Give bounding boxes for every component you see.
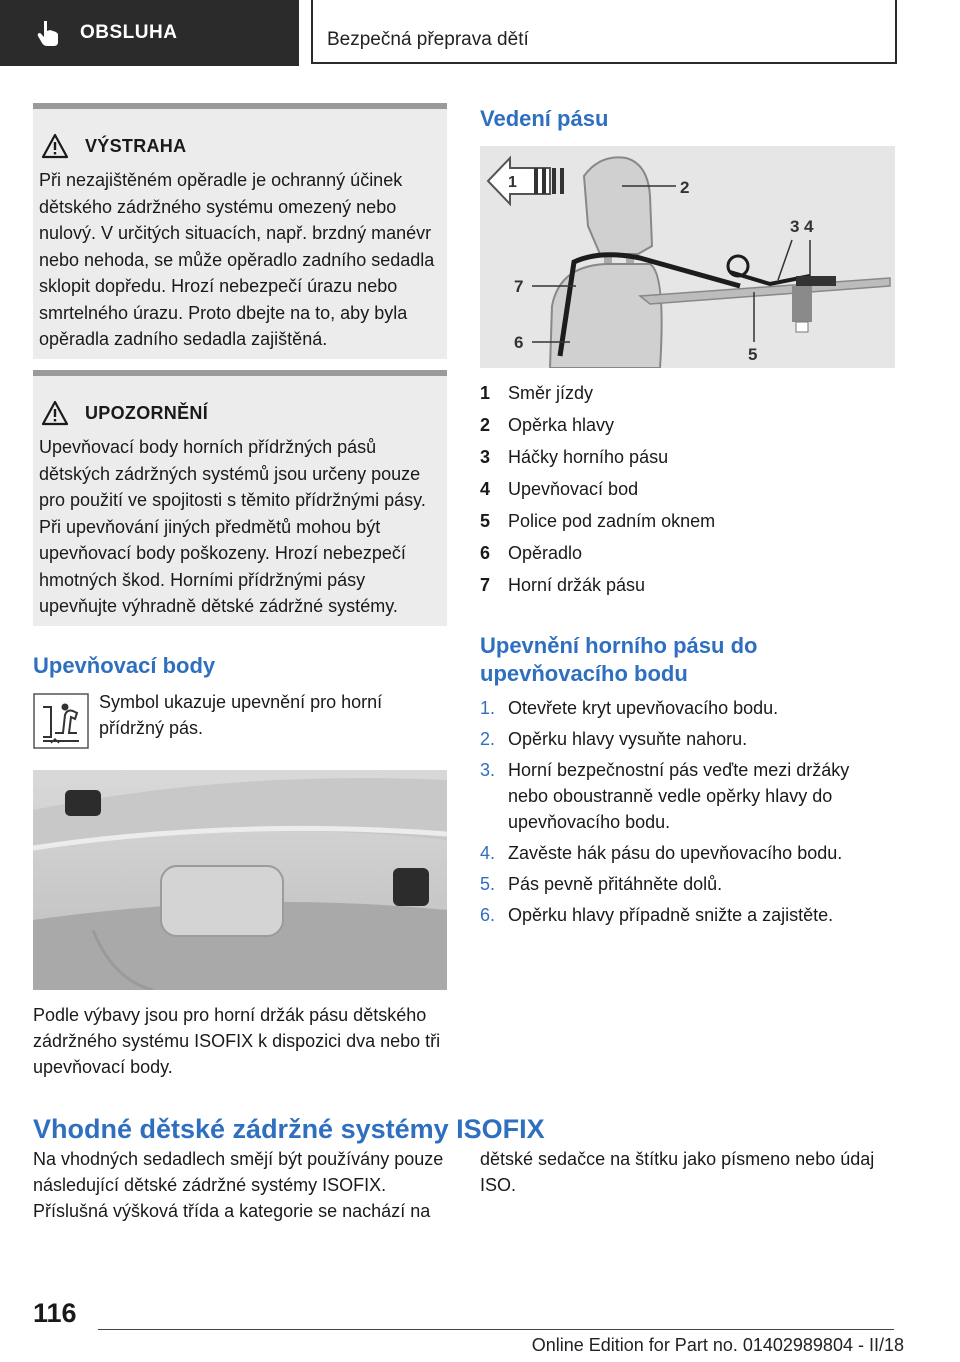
- svg-text:3: 3: [790, 217, 800, 236]
- routing-heading: Vedení pásu: [480, 106, 609, 131]
- svg-text:5: 5: [748, 345, 758, 364]
- legend-item: 1 Směr jízdy: [480, 382, 594, 403]
- routing-legend: [480, 377, 900, 601]
- anchors-symbol-text: Symbol ukazuje upevnění pro horní přídržný pás.: [99, 692, 383, 738]
- warning-title: VÝSTRAHA: [85, 135, 187, 156]
- svg-text:4: 4: [804, 217, 814, 236]
- legend-item: 3 Háčky horního pásu: [480, 446, 669, 467]
- svg-text:1: 1: [508, 174, 517, 191]
- page-number: 116: [33, 1298, 77, 1328]
- legend-item: 6 Opěradlo: [480, 542, 583, 563]
- anchors-heading: Upevňovací body: [33, 653, 216, 678]
- step-item: 2. Opěrku hlavy vysuňte nahoru.: [480, 729, 748, 749]
- legend-item: 2 Opěrka hlavy: [480, 414, 615, 435]
- svg-text:6: 6: [514, 333, 524, 352]
- legend-item: 7 Horní držák pásu: [480, 574, 646, 595]
- anchor-points-photo: [33, 770, 447, 990]
- step-item: 6. Opěrku hlavy případně snižte a zajistěte.: [480, 905, 834, 925]
- anchors-caption: Podle výbavy jsou pro horní držák pásu dětského zádržného systému ISOFIX k dispozici dva nebo tři upevňovací body.: [33, 1005, 441, 1077]
- step-item: 4. Zavěste hák pásu do upevňovacího bodu.: [480, 843, 843, 863]
- section-tab: [0, 0, 299, 66]
- section-label: OBSLUHA: [80, 22, 178, 43]
- step-item: 1. Otevřete kryt upevňovacího bodu.: [480, 698, 779, 718]
- belt-routing-diagram: [480, 146, 895, 368]
- footer-edition: Online Edition for Part no. 01402989804 - II/18: [531, 1335, 904, 1355]
- chapter-tab: [311, 0, 897, 64]
- chapter-title: Bezpečná přeprava dětí: [327, 29, 529, 50]
- warning-box: [33, 103, 447, 359]
- warning-icon: [41, 133, 69, 159]
- hand-pointer-icon: [34, 18, 64, 48]
- notice-title: UPOZORNĚNÍ: [85, 402, 209, 423]
- caution-icon: [41, 400, 69, 426]
- footer-divider: [98, 1329, 894, 1330]
- isofix-heading: Vhodné dětské zádržné systémy ISOFIX: [33, 1114, 545, 1144]
- svg-text:7: 7: [514, 277, 524, 296]
- step-item: 5. Pás pevně přitáhněte dolů.: [480, 874, 723, 894]
- isofix-text-col2: dětské sedačce na štítku jako písmeno nebo údaj ISO.: [480, 1149, 875, 1195]
- svg-text:2: 2: [680, 178, 690, 197]
- notice-text: Upevňovací body horních přídržných pásů dětských zádržných systémů jsou určeny pouze pro použití ve spojitosti s těmito přídržnými pásy. Při upevňování jiných předmětů mohou být upevňovací body poškozeny. Hrozí nebezpečí hmotných škod. Horními přídržnými pásy upevňujte výhradně dětské zádržné systémy.: [39, 437, 426, 616]
- mounting-steps: [480, 695, 900, 933]
- isofix-text-col1: Na vhodných sedadlech smějí být používány pouze následující dětské zádržné systémy ISOFIX. Příslušná výšková třída a kategorie se nachází na: [33, 1149, 444, 1221]
- legend-item: 4 Upevňovací bod: [480, 478, 639, 499]
- warning-text: Při nezajištěném opěradle je ochranný účinek dětského zádržného systému omezený nebo nulový. V určitých situacích, např. brzdný manévr nebo nehoda, se může opěradlo zadního sedadla sklopit dopředu. Hrozí nebezpečí úrazu nebo smrtelného úrazu. Proto dbejte na to, aby byla opěradla zadního sedadla zajištěná.: [39, 170, 435, 349]
- child-seat-anchor-icon: [33, 693, 89, 749]
- notice-box: [33, 370, 447, 626]
- legend-item: 5 Police pod zadním oknem: [480, 510, 716, 531]
- mounting-heading: Upevnění horního pásu do upevňovacího bodu: [480, 633, 758, 686]
- step-item: 3. Horní bezpečnostní pás veďte mezi držáky nebo oboustranně vedle opěrky hlavy do upevňovacího bodu.: [480, 760, 850, 832]
